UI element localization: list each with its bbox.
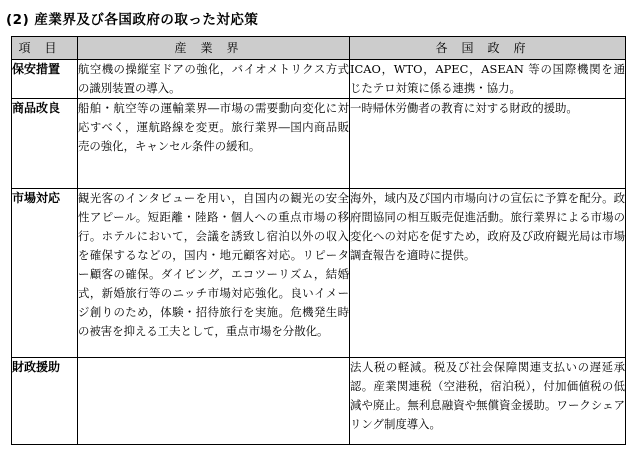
industry-cell [78,358,350,445]
industry-cell: 船舶・航空等の運輸業界―市場の需要動向変化に対応すべく，運航路線を変更。旅行業界―国内商品販売の強化，キャンセル条件の緩和。 [78,99,350,189]
government-cell: 法人税の軽減。税及び社会保障関連支払いの遅延承認。産業関連税（空港税，宿泊税），付加価値税の低減や廃止。無利息融資や無償資金援助。ワークシェアリング制度導入。 [350,358,626,445]
header-government: 各国政府 [350,37,626,60]
government-cell: 海外，域内及び国内市場向けの宣伝に予算を配分。政府間協同の相互販売促進活動。旅行業界による市場の変化への対応を促すため，政府及び政府観光局は市場調査報告を適時に提供。 [350,189,626,358]
table-row [12,60,626,99]
government-cell: ICAO，WTO，APEC，ASEAN 等の国際機関を通じたテロ対策に係る連携・協力。 [350,60,626,99]
table-row [12,358,626,445]
industry-cell: 観光客のインタビューを用い，自国内の観光の安全性アピール。短距離・陸路・個人への重点市場の移行。ホテルにおいて，会議を誘致し宿泊以外の収入を確保するなどの，国内・地元顧客対応。リピーター顧客の確保。ダイビング，エコツーリズム，結婚式，新婚旅行等のニッチ市場対応強化。良いイメージ創りのため，体験・招待旅行を実施。危機発生時の被害を抑える工夫として，重点市場を分散化。 [78,189,350,358]
countermeasures-table [11,36,626,445]
table-row [12,99,626,189]
header-item: 項目 [12,37,78,60]
table-row [12,189,626,358]
row-item-label: 商品改良 [12,99,78,189]
row-item-label: 財政援助 [12,358,78,445]
header-industry: 産業界 [78,37,350,60]
government-cell: 一時帰休労働者の教育に対する財政的援助。 [350,99,626,189]
row-item-label: 市場対応 [12,189,78,358]
industry-cell: 航空機の操縦室ドアの強化，バイオメトリクス方式の識別装置の導入。 [78,60,350,99]
table-header-row [12,37,626,60]
page-title: (2) 産業界及び各国政府の取った対応策 [6,12,259,28]
row-item-label: 保安措置 [12,60,78,99]
